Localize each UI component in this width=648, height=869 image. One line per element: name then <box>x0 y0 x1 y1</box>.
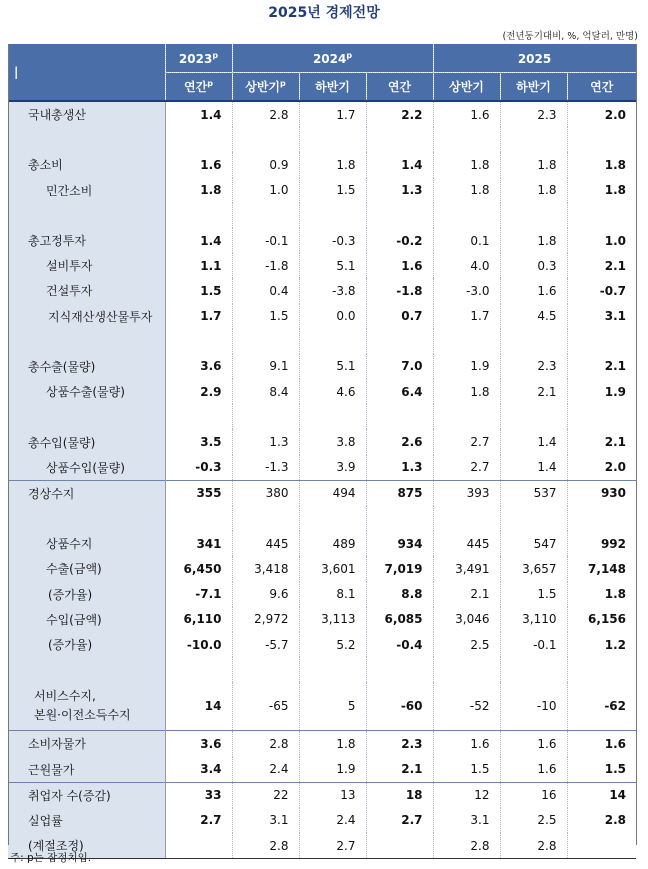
value-cell: 3,110 <box>500 607 567 632</box>
value-cell: 3.6 <box>165 354 232 379</box>
value-cell: 1.5 <box>433 757 500 783</box>
value-cell: 992 <box>600 536 627 551</box>
value-cell: 33 <box>165 782 232 808</box>
value-cell: 1.6 <box>165 152 232 177</box>
value-cell: 1.8 <box>165 178 232 203</box>
value-cell: -7.1 <box>165 582 232 607</box>
value-cell: 7.0 <box>366 354 433 379</box>
header-period: 상반기 <box>433 73 500 102</box>
row-label: (계절조정) <box>8 833 165 859</box>
table-row <box>8 782 636 808</box>
value-cell: -0.4 <box>366 632 433 657</box>
row-label: (증가율) <box>8 632 165 657</box>
table-row <box>8 379 636 404</box>
value-cell: 934 <box>366 531 433 556</box>
value-cell: -1.8 <box>232 253 299 278</box>
value-cell: -0.2 <box>366 228 433 253</box>
value-cell: -5.7 <box>232 632 299 657</box>
table-row <box>8 808 636 833</box>
unit-note: (전년동기대비, %, 억달러, 만명) <box>502 31 638 42</box>
value-cell: 1.6 <box>433 731 500 757</box>
value-cell: 3.1 <box>232 808 299 833</box>
table-row <box>8 101 636 127</box>
value-cell: 22 <box>232 782 299 808</box>
value-cell: 1.4 <box>500 429 567 454</box>
value-cell: 3.1 <box>433 808 500 833</box>
value-cell <box>165 506 232 531</box>
value-cell: -52 <box>433 682 500 731</box>
value-cell: 393 <box>433 480 500 506</box>
value-cell <box>232 404 299 429</box>
value-cell: 2.6 <box>366 429 433 454</box>
value-cell: 1.0 <box>604 233 627 248</box>
value-cell: 3.8 <box>299 429 366 454</box>
value-cell: 2.3 <box>366 731 433 757</box>
table-row <box>8 480 636 506</box>
table-row <box>8 203 636 228</box>
value-cell: -1.8 <box>366 278 433 303</box>
value-cell: 3,491 <box>433 556 500 581</box>
table-row <box>8 429 636 454</box>
table-row <box>8 455 636 481</box>
value-cell: -60 <box>366 682 433 731</box>
value-cell: -0.7 <box>599 283 627 298</box>
value-cell <box>232 203 299 228</box>
value-cell: 2.7 <box>299 833 366 859</box>
table-row <box>8 607 636 632</box>
row-label: 취업자 수(증감) <box>8 782 165 808</box>
value-cell: 6,450 <box>165 556 232 581</box>
value-cell: 1.8 <box>433 178 500 203</box>
value-cell <box>299 404 366 429</box>
value-cell <box>567 203 636 228</box>
value-cell: -3.0 <box>433 278 500 303</box>
value-cell: 2.0 <box>604 460 627 475</box>
value-cell: 355 <box>165 480 232 506</box>
row-label <box>8 404 165 429</box>
row-label: (증가율) <box>8 582 165 607</box>
value-cell <box>165 127 232 152</box>
value-cell <box>165 203 232 228</box>
table-row <box>8 304 636 329</box>
table-row <box>8 757 636 783</box>
value-cell: 489 <box>299 531 366 556</box>
row-label: 상품수출(물량) <box>8 379 165 404</box>
value-cell: 6,085 <box>366 607 433 632</box>
value-cell: 2.4 <box>299 808 366 833</box>
header-period: 연간 <box>366 73 433 102</box>
value-cell: 1.6 <box>500 278 567 303</box>
table-row <box>8 278 636 303</box>
row-label: 소비자물가 <box>8 731 165 757</box>
row-label: 건설투자 <box>8 278 165 303</box>
value-cell: 5.2 <box>299 632 366 657</box>
value-cell <box>299 329 366 354</box>
value-cell: 18 <box>366 782 433 808</box>
value-cell: 4.6 <box>299 379 366 404</box>
row-label <box>8 203 165 228</box>
value-cell: 1.6 <box>567 731 636 757</box>
value-cell: 13 <box>299 782 366 808</box>
value-cell: 1.5 <box>232 304 299 329</box>
value-cell: 1.6 <box>500 757 567 783</box>
value-cell: 3.6 <box>165 731 232 757</box>
value-cell: 7,148 <box>588 561 627 576</box>
value-cell <box>165 404 232 429</box>
value-cell <box>232 127 299 152</box>
row-label <box>8 127 165 152</box>
value-cell <box>433 329 500 354</box>
value-cell: 1.2 <box>604 637 627 652</box>
value-cell <box>567 329 636 354</box>
header-year-2024: 2024$^p$ <box>232 44 433 73</box>
table-row <box>8 127 636 152</box>
value-cell: 1.4 <box>366 152 433 177</box>
value-cell: 16 <box>500 782 567 808</box>
value-cell: 3.1 <box>604 309 627 324</box>
table-row <box>8 657 636 682</box>
table-row <box>8 152 636 177</box>
value-cell <box>567 404 636 429</box>
value-cell: 1.5 <box>604 762 627 777</box>
value-cell: 2.8 <box>433 833 500 859</box>
value-cell: 1.8 <box>500 152 567 177</box>
value-cell <box>567 506 636 531</box>
value-cell: -65 <box>232 682 299 731</box>
header-row-years <box>8 44 636 73</box>
value-cell: 2.1 <box>366 757 433 783</box>
value-cell: 1.5 <box>299 178 366 203</box>
row-label: 서비스수지, 본원·이전소득수지 <box>8 682 165 731</box>
value-cell <box>299 203 366 228</box>
value-cell: 2.8 <box>500 833 567 859</box>
forecast-table <box>8 44 637 859</box>
value-cell: 2.1 <box>604 359 627 374</box>
value-cell: 14 <box>165 682 232 731</box>
value-cell <box>433 657 500 682</box>
value-cell: -10.0 <box>165 632 232 657</box>
value-cell: 12 <box>433 782 500 808</box>
value-cell: 2.3 <box>500 101 567 127</box>
value-cell: 2.8 <box>232 101 299 127</box>
row-label: 상품수입(물량) <box>8 455 165 481</box>
table-row <box>8 556 636 581</box>
value-cell: -1.3 <box>232 455 299 481</box>
value-cell: 1.8 <box>299 152 366 177</box>
table-row <box>8 582 636 607</box>
header-period: 연간 <box>567 73 636 102</box>
value-cell: 2.3 <box>500 354 567 379</box>
value-cell: 1.9 <box>299 757 366 783</box>
row-label: 총고정투자 <box>8 228 165 253</box>
value-cell: 2.1 <box>500 379 567 404</box>
value-cell: 7,019 <box>366 556 433 581</box>
value-cell: 3,601 <box>299 556 366 581</box>
header-period: 하반기 <box>299 73 366 102</box>
value-cell: 380 <box>232 480 299 506</box>
value-cell: 1.3 <box>366 455 433 481</box>
value-cell: 1.4 <box>165 101 232 127</box>
value-cell: 1.8 <box>433 152 500 177</box>
value-cell: 3,657 <box>500 556 567 581</box>
value-cell: 875 <box>366 480 433 506</box>
value-cell <box>433 127 500 152</box>
row-label: 총수입(물량) <box>8 429 165 454</box>
value-cell: 0.9 <box>232 152 299 177</box>
value-cell: 1.8 <box>604 183 627 198</box>
value-cell: 0.4 <box>232 278 299 303</box>
value-cell: 445 <box>232 531 299 556</box>
value-cell: 0.7 <box>366 304 433 329</box>
value-cell: 2.7 <box>366 808 433 833</box>
table-row <box>8 682 636 731</box>
value-cell <box>366 203 433 228</box>
value-cell: 8.8 <box>366 582 433 607</box>
value-cell: 2.1 <box>433 582 500 607</box>
value-cell <box>500 127 567 152</box>
value-cell: 2.8 <box>232 833 299 859</box>
value-cell: 1.7 <box>299 101 366 127</box>
value-cell <box>433 203 500 228</box>
value-cell <box>232 657 299 682</box>
value-cell: 537 <box>500 480 567 506</box>
value-cell: 2.8 <box>604 813 627 828</box>
value-cell <box>500 657 567 682</box>
value-cell: 3,046 <box>433 607 500 632</box>
value-cell <box>299 506 366 531</box>
value-cell: 547 <box>500 531 567 556</box>
table-row <box>8 531 636 556</box>
value-cell: 2.2 <box>366 101 433 127</box>
value-cell: 2.0 <box>604 107 627 122</box>
value-cell: 2.9 <box>165 379 232 404</box>
table-body <box>8 101 636 859</box>
table-row <box>8 329 636 354</box>
value-cell <box>165 657 232 682</box>
value-cell <box>366 833 433 859</box>
value-cell <box>165 329 232 354</box>
row-label: 경상수지 <box>8 480 165 506</box>
row-label: 상품수지 <box>8 531 165 556</box>
value-cell: 0.1 <box>433 228 500 253</box>
value-cell <box>500 404 567 429</box>
footnote: 주: p는 잠정치임. <box>10 852 92 864</box>
header-period: 상반기$^p$ <box>232 73 299 102</box>
page-title: 2025년 경제전망 <box>268 5 380 21</box>
value-cell: 6,110 <box>165 607 232 632</box>
value-cell <box>366 127 433 152</box>
value-cell: 1.8 <box>500 178 567 203</box>
value-cell: 1.4 <box>165 228 232 253</box>
table-row <box>8 833 636 859</box>
row-label <box>8 329 165 354</box>
value-cell: 1.6 <box>500 731 567 757</box>
table-row <box>8 731 636 757</box>
value-cell: -62 <box>604 699 627 714</box>
value-cell: 3,113 <box>299 607 366 632</box>
table-row <box>8 506 636 531</box>
value-cell <box>433 506 500 531</box>
value-cell: 9.1 <box>232 354 299 379</box>
table-row <box>8 632 636 657</box>
value-cell: -3.8 <box>299 278 366 303</box>
header-period: 하반기 <box>500 73 567 102</box>
value-cell: 1.4 <box>500 455 567 481</box>
value-cell: 341 <box>165 531 232 556</box>
value-cell: 3.4 <box>165 757 232 783</box>
value-cell: 6.4 <box>366 379 433 404</box>
value-cell: 3.5 <box>165 429 232 454</box>
row-label: 지식재산생산물투자 <box>8 304 165 329</box>
value-cell: 1.8 <box>433 379 500 404</box>
value-cell <box>366 657 433 682</box>
header-year-2025: 2025 <box>433 44 636 73</box>
table-row <box>8 404 636 429</box>
value-cell: 2.1 <box>604 258 627 273</box>
row-label: 실업률 <box>8 808 165 833</box>
value-cell: 14 <box>567 782 636 808</box>
value-cell <box>366 329 433 354</box>
value-cell: 6,156 <box>588 612 627 627</box>
value-cell: 1.8 <box>604 157 627 172</box>
value-cell: 2.7 <box>165 808 232 833</box>
value-cell: 8.4 <box>232 379 299 404</box>
value-cell: 1.8 <box>500 228 567 253</box>
value-cell: 4.0 <box>433 253 500 278</box>
value-cell: 930 <box>567 480 636 506</box>
value-cell: 5.1 <box>299 253 366 278</box>
table-row <box>8 228 636 253</box>
value-cell: 2.7 <box>433 455 500 481</box>
value-cell: 1.6 <box>366 253 433 278</box>
table-row <box>8 178 636 203</box>
table-row <box>8 253 636 278</box>
value-cell: 2,972 <box>232 607 299 632</box>
value-cell: 1.7 <box>433 304 500 329</box>
value-cell <box>567 657 636 682</box>
value-cell: 1.1 <box>165 253 232 278</box>
value-cell: 1.3 <box>366 178 433 203</box>
value-cell <box>165 833 232 859</box>
value-cell: 2.7 <box>433 429 500 454</box>
value-cell: 1.3 <box>232 429 299 454</box>
table-row <box>8 354 636 379</box>
header-period: 연간$^p$ <box>165 73 232 102</box>
value-cell: -10 <box>500 682 567 731</box>
value-cell: 2.5 <box>433 632 500 657</box>
value-cell <box>232 506 299 531</box>
value-cell: 5.1 <box>299 354 366 379</box>
value-cell: 2.5 <box>500 808 567 833</box>
row-label: 국내총생산 <box>8 101 165 127</box>
value-cell: 445 <box>433 531 500 556</box>
row-label: 근원물가 <box>8 757 165 783</box>
row-label: 총수출(물량) <box>8 354 165 379</box>
value-cell: 4.5 <box>500 304 567 329</box>
value-cell: 1.8 <box>604 587 627 602</box>
value-cell: 1.7 <box>165 304 232 329</box>
value-cell <box>232 329 299 354</box>
value-cell <box>433 404 500 429</box>
value-cell: 2.1 <box>604 435 627 450</box>
value-cell <box>299 127 366 152</box>
value-cell: 5 <box>299 682 366 731</box>
value-cell: 2.8 <box>232 731 299 757</box>
value-cell <box>500 203 567 228</box>
value-cell <box>299 657 366 682</box>
value-cell: 8.1 <box>299 582 366 607</box>
row-label: 수출(금액) <box>8 556 165 581</box>
value-cell: -0.1 <box>500 632 567 657</box>
value-cell: 1.5 <box>500 582 567 607</box>
value-cell: 1.9 <box>604 384 627 399</box>
value-cell: 0.3 <box>500 253 567 278</box>
value-cell: 1.5 <box>165 278 232 303</box>
value-cell: 0.0 <box>299 304 366 329</box>
value-cell: 3,418 <box>232 556 299 581</box>
header-label-cell: | <box>8 44 165 101</box>
value-cell: 1.8 <box>299 731 366 757</box>
value-cell <box>366 506 433 531</box>
value-cell: 2.4 <box>232 757 299 783</box>
value-cell: 1.0 <box>232 178 299 203</box>
header-year-2023: 2023$^p$ <box>165 44 232 73</box>
value-cell: -0.3 <box>165 455 232 481</box>
row-label <box>8 506 165 531</box>
value-cell <box>567 833 636 859</box>
row-label <box>8 657 165 682</box>
value-cell: -0.3 <box>299 228 366 253</box>
value-cell: 1.9 <box>433 354 500 379</box>
value-cell: 1.6 <box>433 101 500 127</box>
row-label: 수입(금액) <box>8 607 165 632</box>
value-cell <box>500 329 567 354</box>
value-cell: 9.6 <box>232 582 299 607</box>
value-cell: -0.1 <box>232 228 299 253</box>
value-cell <box>567 127 636 152</box>
value-cell <box>500 506 567 531</box>
value-cell: 3.9 <box>299 455 366 481</box>
row-label: 민간소비 <box>8 178 165 203</box>
row-label: 설비투자 <box>8 253 165 278</box>
value-cell <box>366 404 433 429</box>
value-cell: 494 <box>299 480 366 506</box>
row-label: 총소비 <box>8 152 165 177</box>
